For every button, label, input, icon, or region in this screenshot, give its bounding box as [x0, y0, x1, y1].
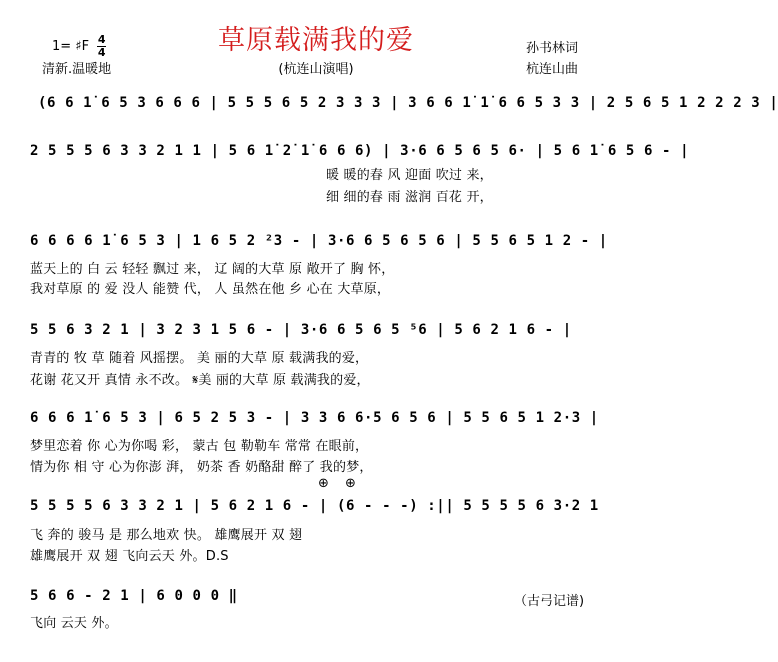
lyric-line: 雄鹰展开 双 翅 飞向云天 外。D.S — [30, 549, 229, 564]
lyric-line: 飞 奔的 骏马 是 那么地欢 快。 雄鹰展开 双 翅 — [30, 528, 303, 543]
time-bottom: 4 — [97, 46, 106, 59]
coda-mark: ⊕ — [318, 476, 329, 491]
time-signature — [97, 35, 106, 58]
lyric-line: 青青的 牧 草 随着 风摇摆。 美 丽的大草 原 载满我的爱， — [30, 351, 369, 366]
lyric-line: 我对草原 的 爱 没人 能赞 代， 人 虽然在他 乡 心在 大草原， — [30, 282, 391, 297]
performer-credit: (杭连山演唱) — [278, 62, 354, 77]
lyric-line: 蓝天上的 白 云 轻轻 飘过 来， 辽 阔的大草 原 敞开了 胸 怀， — [30, 262, 395, 277]
notation-row-5: 6 6 6 1̇ 6 5 3 | 6 5 2 5 3 - | 3 3 6 6·5 6 5 6 | 5 5 6 5 1 2·3 | — [30, 410, 599, 426]
notation-row-7: 5 6 6 - 2 1 | 6 0 0 0 ‖ — [30, 588, 238, 604]
notation-row-2: 2 5 5 5 6 3 3 2 1 1 | 5 6 1̇ 2̇ 1̇ 6 6 6) | 3·6 6 5 6 5 6· | 5 6 1̇ 6 5 6 - | — [30, 143, 690, 159]
lyric-line: 飞向 云天 外。 — [30, 616, 118, 631]
lyricist-credit: 孙书林词 — [526, 41, 579, 56]
composer-credit: 杭连山曲 — [526, 62, 579, 77]
mood-marking: 清新.温暖地 — [42, 62, 112, 77]
time-top: 4 — [97, 33, 106, 46]
key-signature — [52, 35, 106, 58]
lyric-line: 暖 暖的春 风 迎面 吹过 来， — [326, 168, 493, 183]
notation-row-1: (6 6 1̇ 6 5 3 6 6 6 | 5 5 5 6 5 2 3 3 3 | 3 6 6 1̇ 1̇ 6 6 5 3 3 | 2 5 6 5 1 2 2 2 3 | — [38, 95, 778, 111]
lyric-line: 梦里恋着 你 心为你喝 彩， 蒙古 包 勒勒车 常常 在眼前， — [30, 439, 369, 454]
notation-row-4: 5 5 6 3 2 1 | 3 2 3 1 5 6 - | 3·6 6 5 6 5 ⁵6 | 5 6 2 1 6 - | — [30, 322, 572, 338]
lyric-line: 情为你 相 守 心为你澎 湃， 奶茶 香 奶酪甜 醉了 我的梦， — [30, 460, 373, 475]
coda-mark: ⊕ — [345, 476, 356, 491]
transcriber-credit: （古弓记谱) — [514, 594, 585, 609]
notation-row-3: 6 6 6 6 1̇ 6 5 3 | 1 6 5 2 ²3 - | 3·6 6 5 6 5 6 | 5 5 6 5 1 2 - | — [30, 233, 608, 249]
key-label: 1= ♯F — [52, 39, 90, 54]
lyric-line: 花谢 花又开 真情 永不改。 𝄋美 丽的大草 原 载满我的爱， — [30, 373, 370, 388]
lyric-line: 细 细的春 雨 滋润 百花 开， — [326, 190, 493, 205]
page-title: 草原载满我的爱 — [218, 25, 414, 56]
notation-row-6: 5 5 5 5 6 3 3 2 1 | 5 6 2 1 6 - | (6 - - -) :|| 5 5 5 5 6 3·2 1 — [30, 498, 599, 514]
